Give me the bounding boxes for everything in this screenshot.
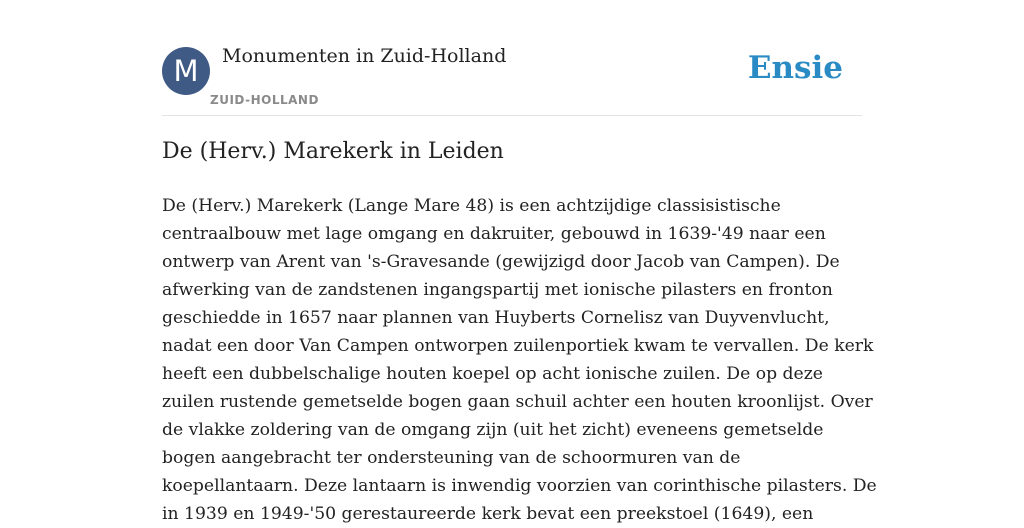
body-line: de vlakke zoldering van de omgang zijn (uit het zicht) eveneens gemetselde [162,420,824,440]
article-body [162,192,877,528]
brand-logo[interactable]: Ensie [747,50,843,86]
body-line: geschiedde in 1657 naar plannen van Huyberts Cornelisz van Duyvenvlucht, [162,308,830,328]
source-category[interactable]: ZUID-HOLLAND [210,93,319,107]
body-line: bogen aangebracht ter ondersteuning van de schoormuren van de [162,448,741,468]
body-line: ontwerp van Arent van 's-Gravesande (gewijzigd door Jacob van Campen). De [162,252,840,272]
body-line: zuilen rustende gemetselde bogen gaan schuil achter een houten kroonlijst. Over [162,392,873,412]
body-line: centraalbouw met lage omgang en dakruiter, gebouwd in 1639-'49 naar een [162,224,826,244]
article-title: De (Herv.) Marekerk in Leiden [162,139,504,164]
source-title[interactable]: Monumenten in Zuid-Holland [222,45,507,67]
body-line: koepellantaarn. Deze lantaarn is inwendig voorzien van corinthische pilasters. De [162,476,877,496]
header [162,0,862,116]
body-line: heeft een dubbelschalige houten koepel op acht ionische zuilen. De op deze [162,364,823,384]
body-line: in 1939 en 1949-'50 gerestaureerde kerk bevat een preekstoel (1649), een [162,504,814,524]
body-line: De (Herv.) Marekerk (Lange Mare 48) is een achtzijdige classisistische [162,196,781,216]
avatar[interactable]: M [162,47,210,95]
body-line: afwerking van de zandstenen ingangspartij met ionische pilasters en fronton [162,280,833,300]
body-line: nadat een door Van Campen ontworpen zuilenportiek kwam te vervallen. De kerk [162,336,874,356]
